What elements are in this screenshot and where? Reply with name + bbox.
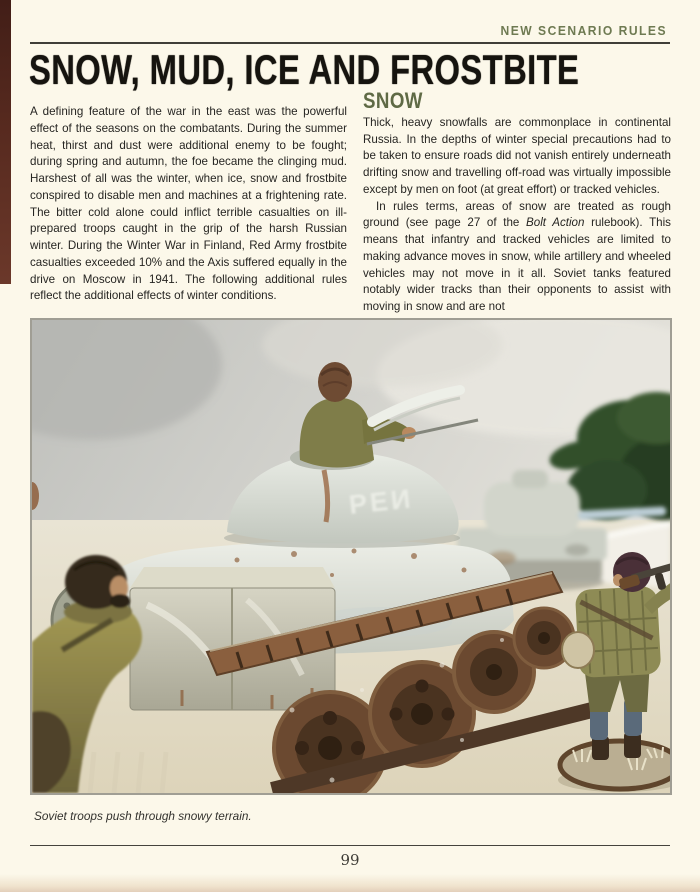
page-number: 99 — [340, 851, 360, 869]
photo-soviet-tank-scene — [30, 318, 672, 795]
snow-heading: SNOW — [363, 88, 423, 113]
page-edge-shading — [0, 874, 700, 892]
snow-paragraph-2 — [363, 199, 671, 316]
snow-section — [363, 88, 671, 316]
footer-rule — [30, 845, 670, 846]
page-title: SNOW, MUD, ICE AND FROSTBITE — [29, 46, 580, 93]
header-rule — [30, 42, 670, 44]
snow-paragraph-2-end: rulebook). This means that infantry and tracked vehicles are limited to making advance moves in snow, while artillery and wheeled vehicles may not move in it all. Soviet tanks featured notably wider tracks than their opponents to assist with moving in snow and are not — [363, 216, 671, 313]
snow-paragraph-1: Thick, heavy snowfalls are commonplace in continental Russia. In the depths of winter special precautions had to be taken to ensure roads did not vanish entirely underneath drifting snow and travelling off-road was virtually impossible except by men on foot (at great effort) or tracked vehicles. — [363, 115, 671, 196]
book-spine-shadow — [0, 0, 11, 284]
photo-caption: Soviet troops push through snowy terrain. — [34, 809, 252, 823]
snow-paragraph-2-start: In rules terms, areas of snow are treated as rough ground (see page 27 of the — [363, 199, 671, 230]
book-title-italic: Bolt Action — [526, 216, 585, 230]
section-kicker: NEW SCENARIO RULES — [500, 23, 667, 38]
intro-paragraph: A defining feature of the war in the east was the powerful effect of the seasons on the combatants. During the summer heat, thirst and dust were additional enemy to be fought; during spring and autumn, the foe became the clinging mud. Harshest of all was the winter, when ice, snow and frostbite conspired to disable men and machines at a frightening rate. The bitter cold alone could inflict terrible casualties on ill-prepared troops caught in the grip of the harsh Russian winter. During the Winter War in Finland, Red Army frostbite casualties exceeded 10% and the Axis suffered equally in the drive on Moscow in 1941. The following additional rules reflect the additional effects of winter conditions. — [30, 105, 347, 303]
turret-marking: РЕИ — [347, 483, 415, 520]
